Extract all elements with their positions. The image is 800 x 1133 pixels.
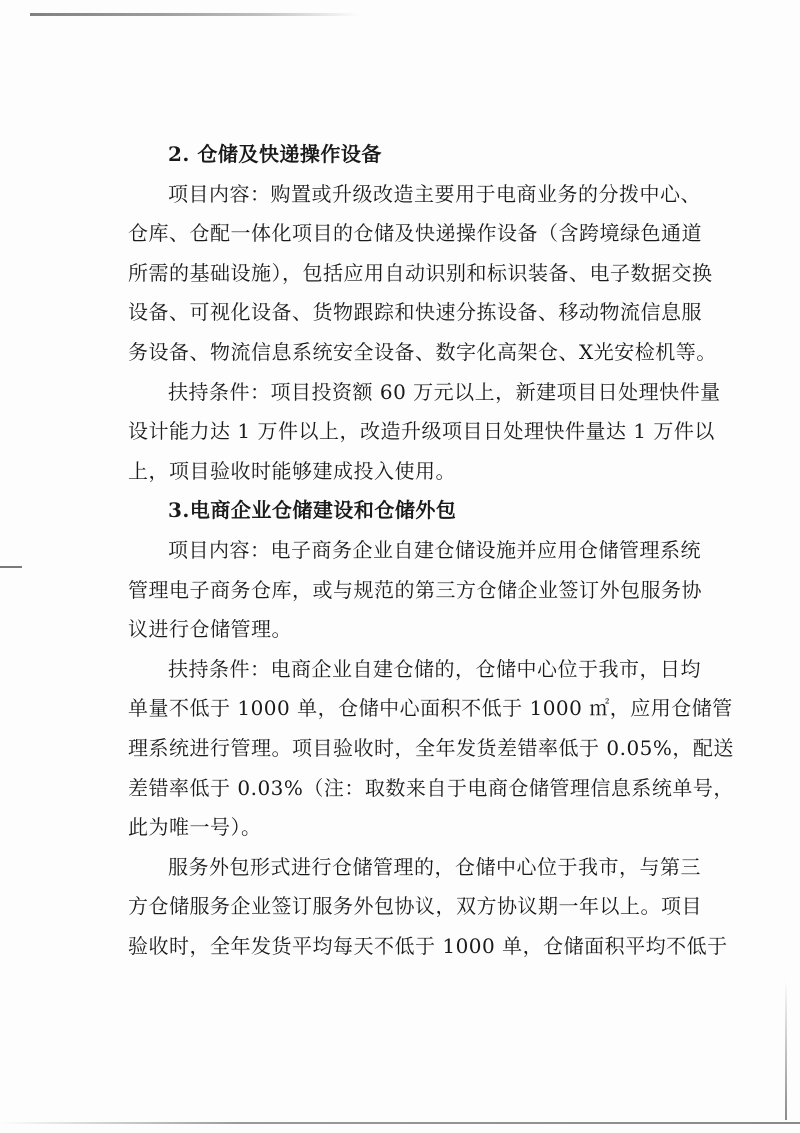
scan-edge-top [30, 13, 360, 16]
text-line: 方仓储服务企业签订服务外包协议，双方协议期一年以上。项目 [128, 894, 702, 919]
document-body [128, 135, 748, 966]
text-line: 此为唯一号）。 [128, 815, 262, 840]
text-line: 扶持条件：电商企业自建仓储的，仓储中心位于我市，日均 [168, 656, 701, 681]
text-line: 项目内容：电子商务企业自建仓储设施并应用仓储管理系统 [168, 537, 701, 562]
text-line: 验收时，全年发货平均每天不低于 1000 单，仓储面积平均不低于 [128, 933, 728, 958]
scan-edge-bottom [0, 1122, 800, 1124]
text-line: 设备、可视化设备、货物跟踪和快速分拣设备、移动物流信息服 [128, 300, 702, 325]
section-heading-2: 2. 仓储及快递操作设备 [168, 142, 382, 166]
text-line: 务设备、物流信息系统安全设备、数字化高架仓、X光安检机等。 [128, 339, 717, 364]
text-line: 单量不低于 1000 单，仓储中心面积不低于 1000 ㎡，应用仓储管 [128, 696, 733, 721]
text-line: 服务外包形式进行仓储管理的，仓储中心位于我市，与第三 [168, 854, 701, 879]
text-line: 设计能力达 1 万件以上，改造升级项目日处理快件量达 1 万件以 [128, 419, 715, 444]
text-line: 议进行仓储管理。 [128, 617, 292, 642]
scan-mark-left [0, 566, 22, 568]
text-line: 差错率低于 0.03%（注：取数来自于电商仓储管理信息系统单号， [128, 775, 734, 800]
scan-edge-right [785, 980, 787, 1120]
text-line: 项目内容：购置或升级改造主要用于电商业务的分拨中心、 [168, 181, 701, 206]
text-line: 扶持条件：项目投资额 60 万元以上，新建项目日处理快件量 [168, 379, 721, 404]
text-line: 管理电子商务仓库，或与规范的第三方仓储企业签订外包服务协 [128, 577, 702, 602]
text-line: 仓库、仓配一体化项目的仓储及快递操作设备（含跨境绿色通道 [128, 221, 702, 246]
section-heading-3: 3.电商企业仓储建设和仓储外包 [168, 498, 457, 523]
text-line: 所需的基础设施），包括应用自动识别和标识装备、电子数据交换 [128, 260, 713, 285]
text-line: 理系统进行管理。项目验收时，全年发货差错率低于 0.05%，配送 [128, 735, 734, 760]
text-line: 上，项目验收时能够建成投入使用。 [128, 458, 456, 483]
